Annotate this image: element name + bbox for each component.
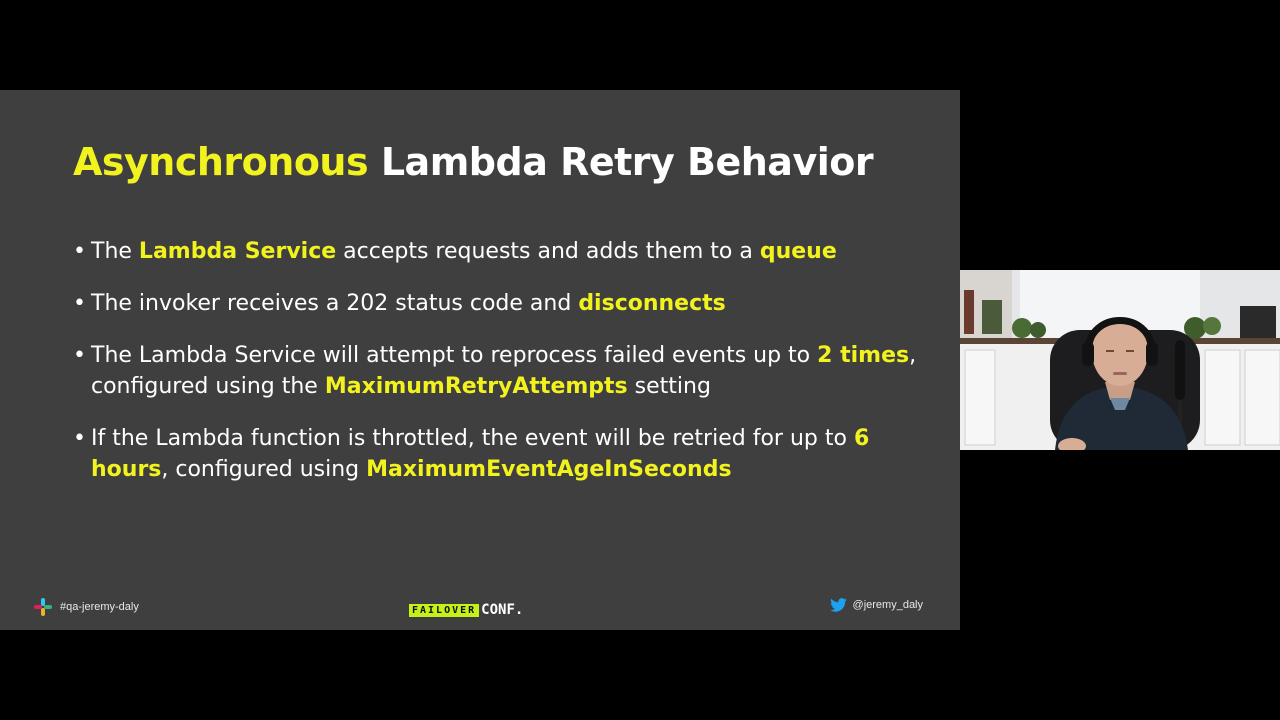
bullet-text: accepts requests and adds them to a: [336, 239, 760, 264]
twitter-icon: [830, 598, 847, 612]
bullet-text: The invoker receives a 202 status code and: [91, 291, 579, 316]
bullet-highlight: MaximumRetryAttempts: [324, 374, 628, 399]
bullet-highlight: MaximumEventAgeInSeconds: [366, 457, 732, 482]
bullet-text: , configured using the: [91, 343, 917, 399]
bullet-highlight: Lambda Service: [138, 239, 337, 264]
bullet-highlight: 2 times: [817, 343, 910, 368]
bullet-text: , configured using: [161, 457, 367, 482]
bullet-highlight: queue: [759, 239, 837, 264]
bullet-item: [73, 340, 933, 402]
bullet-list: [73, 236, 933, 506]
slide-title: [73, 140, 873, 184]
twitter-handle-label: @jeremy_daly: [852, 599, 923, 611]
title-rest: Lambda Retry Behavior: [380, 140, 874, 184]
bullet-highlight: disconnects: [578, 291, 726, 316]
bullet-text: If the Lambda function is throttled, the event will be retried for up to: [91, 426, 854, 451]
bullet-text: The Lambda Service will attempt to reprocess failed events up to: [91, 343, 818, 368]
twitter-handle-footer: [830, 598, 923, 612]
webcam-scene: [960, 270, 1280, 450]
failover-conf-logo: [409, 602, 523, 618]
logo-box-text: FAILOVER: [409, 604, 479, 617]
bullet-item: [73, 288, 933, 319]
bullet-text: The: [91, 239, 139, 264]
slack-channel-label: #qa-jeremy-daly: [60, 601, 139, 613]
slack-channel-footer: [33, 597, 139, 617]
bullet-highlight: 6 hours: [91, 426, 870, 482]
bullet-item: [73, 423, 933, 485]
speaker-webcam-video: [960, 270, 1280, 450]
title-highlight: Asynchronous: [73, 140, 369, 184]
bullet-item: [73, 236, 933, 267]
bullet-text: setting: [627, 374, 711, 399]
slack-icon: [33, 597, 53, 617]
logo-suffix-text: CONF.: [481, 602, 524, 618]
